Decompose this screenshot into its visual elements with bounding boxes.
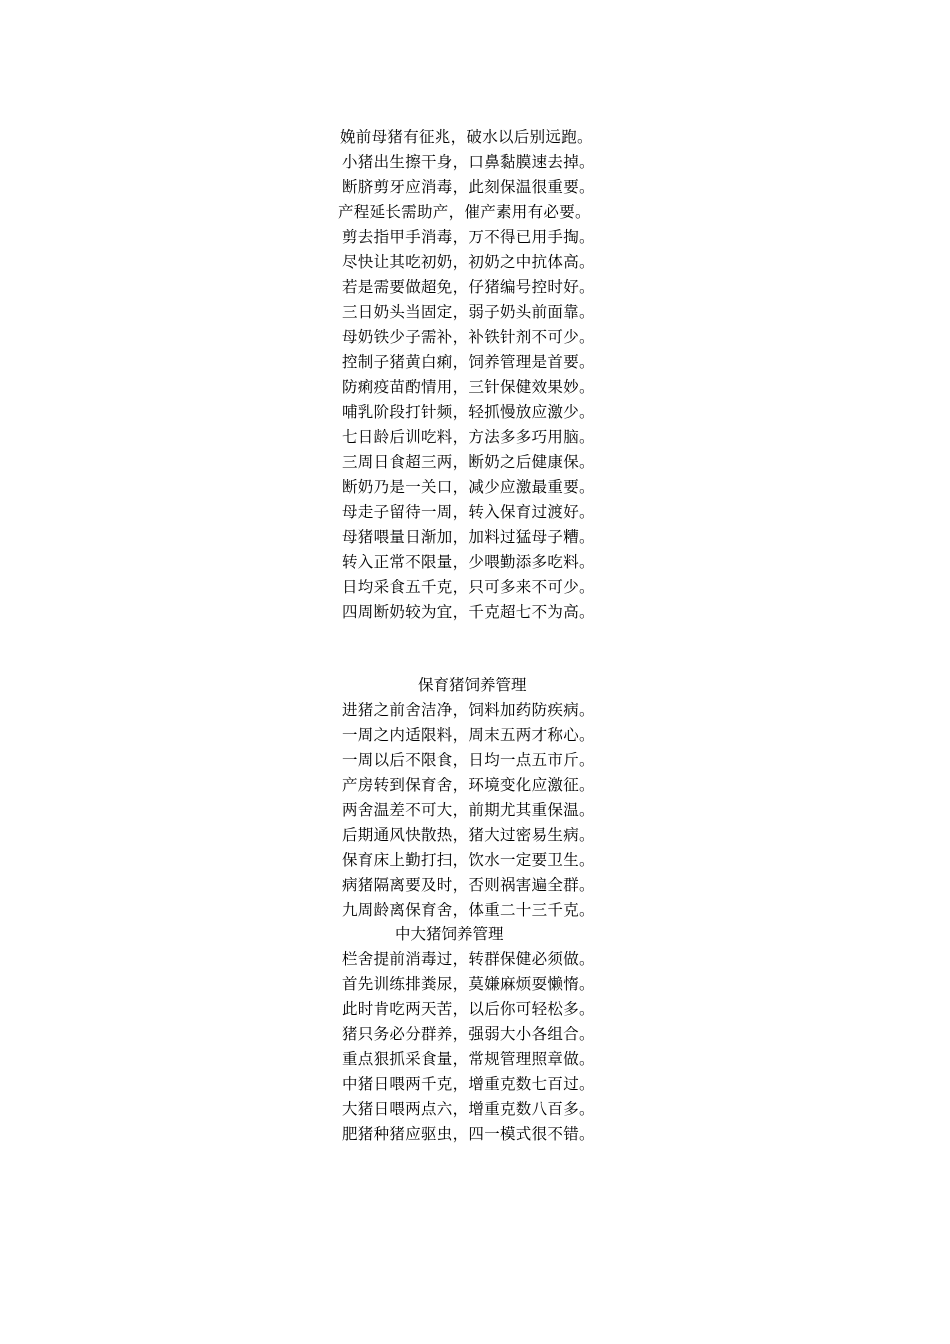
verse-line: 病猪隔离要及时，否则祸害遍全群。 [342, 876, 595, 894]
verse-line: 栏舍提前消毒过，转群保健必须做。 [342, 950, 595, 968]
verse-line: 控制子猪黄白痢，饲养管理是首要。 [342, 353, 595, 371]
verse-line: 此时肯吃两天苦，以后你可轻松多。 [342, 1000, 595, 1018]
verse-line: 防痢疫苗酌情用，三针保健效果妙。 [342, 378, 595, 396]
section-heading: 中大猪饲养管理 [395, 925, 504, 943]
verse-line: 产程延长需助产，催产素用有必要。 [338, 203, 591, 221]
verse-line: 小猪出生擦干身，口鼻黏膜速去掉。 [342, 153, 595, 171]
verse-line: 重点狠抓采食量，常规管理照章做。 [342, 1050, 595, 1068]
verse-line: 大猪日喂两点六，增重克数八百多。 [342, 1100, 595, 1118]
verse-line: 若是需要做超免，仔猪编号控时好。 [342, 278, 595, 296]
verse-line: 母猪喂量日渐加，加料过猛母子糟。 [342, 528, 595, 546]
verse-line: 三日奶头当固定，弱子奶头前面靠。 [342, 303, 595, 321]
verse-line: 三周日食超三两，断奶之后健康保。 [342, 453, 595, 471]
verse-line: 肥猪种猪应驱虫，四一模式很不错。 [342, 1125, 595, 1143]
section-heading: 保育猪饲养管理 [418, 676, 527, 694]
verse-line: 首先训练排粪尿，莫嫌麻烦耍懒惰。 [342, 975, 595, 993]
verse-line: 后期通风快散热，猪大过密易生病。 [342, 826, 595, 844]
verse-line: 两舍温差不可大，前期尤其重保温。 [342, 801, 595, 819]
verse-line: 进猪之前舍洁净，饲料加药防疾病。 [342, 701, 595, 719]
verse-line: 母走子留待一周，转入保育过渡好。 [342, 503, 595, 521]
verse-line: 一周之内适限料，周末五两才称心。 [342, 726, 595, 744]
verse-line: 中猪日喂两千克，增重克数七百过。 [342, 1075, 595, 1093]
verse-line: 产房转到保育舍，环境变化应激征。 [342, 776, 595, 794]
verse-line: 猪只务必分群养，强弱大小各组合。 [342, 1025, 595, 1043]
nursery-section [338, 673, 628, 923]
verse-line: 哺乳阶段打针频，轻抓慢放应激少。 [342, 403, 595, 421]
verse-line: 转入正常不限量，少喂勤添多吃料。 [342, 553, 595, 571]
verse-line: 尽快让其吃初奶，初奶之中抗体高。 [342, 253, 595, 271]
verse-line: 七日龄后训吃料，方法多多巧用脑。 [342, 428, 595, 446]
verse-line: 九周龄离保育舍，体重二十三千克。 [342, 901, 595, 919]
verse-line: 一周以后不限食，日均一点五市斤。 [342, 751, 595, 769]
verse-line: 四周断奶较为宜，千克超七不为高。 [342, 603, 595, 621]
grower-section [338, 922, 628, 1147]
verse-line: 母奶铁少子需补，补铁针剂不可少。 [342, 328, 595, 346]
verse-line: 保育床上勤打扫，饮水一定要卫生。 [342, 851, 595, 869]
verse-line: 剪去指甲手消毒，万不得已用手掏。 [342, 228, 595, 246]
farrowing-section [338, 125, 628, 625]
verse-line: 断奶乃是一关口，减少应激最重要。 [342, 478, 595, 496]
verse-line: 娩前母猪有征兆，破水以后别远跑。 [340, 128, 593, 146]
verse-line: 断脐剪牙应消毒，此刻保温很重要。 [342, 178, 595, 196]
verse-line: 日均采食五千克，只可多来不可少。 [342, 578, 595, 596]
